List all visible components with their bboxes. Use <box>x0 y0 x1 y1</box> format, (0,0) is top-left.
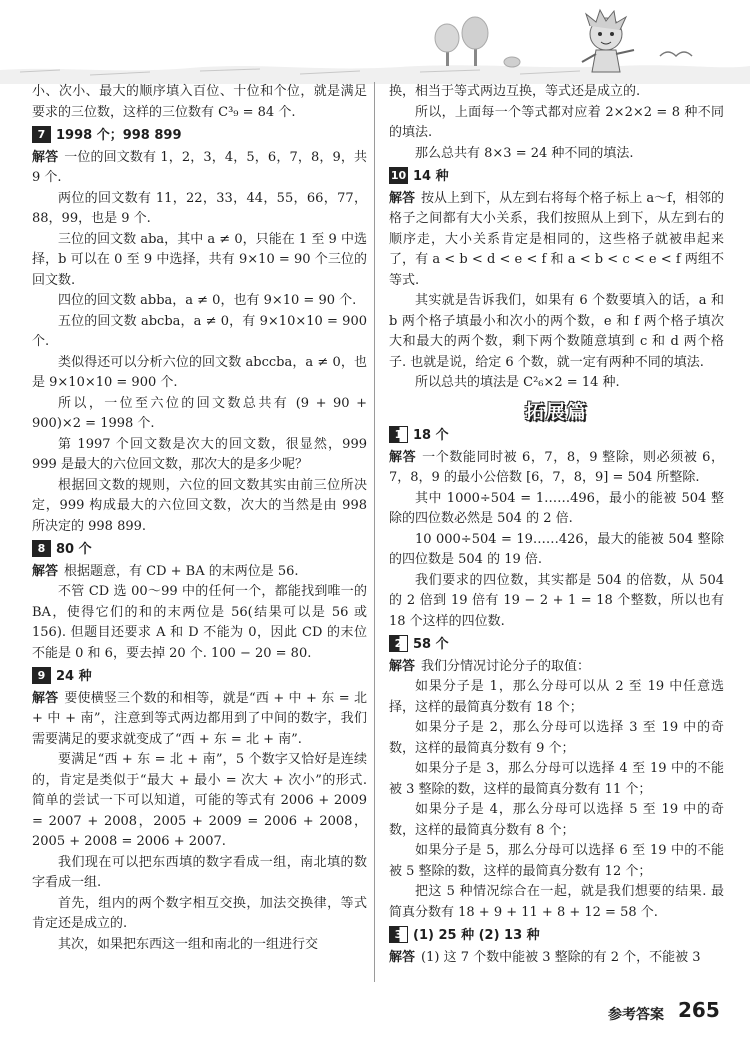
body-paragraph: 其次，如果把东西这一组和南北的一组进行交 <box>58 936 319 952</box>
header-decoration <box>0 0 750 86</box>
question-heading <box>32 126 367 147</box>
body-paragraph: 如果分子是 3，那么分母可以选择 4 至 19 中的不能被 3 整除的数，这样的最简真分数有 11 个； <box>389 761 724 797</box>
solution-label: 解答 <box>32 690 59 706</box>
body-paragraph: 换，相当于等式两边互换，等式还是成立的. <box>389 84 641 99</box>
answer-summary: 1998 个；998 899 <box>56 128 182 143</box>
body-paragraph: 其实就是告诉我们，如果有 6 个数要填入的话，a 和 b 两个格子填最小和次小的两个数，e 和 f 两个格子填次大和最大的两个数，剩下两个数随意填到 c 和 d 两个格子. 也就是说，给定 6 个数，就一定有两种不同的填法. <box>389 293 724 370</box>
body-paragraph: 如果分子是 4，那么分母可以选择 5 至 19 中的奇数，这样的最简真分数有 8 个； <box>389 802 724 838</box>
body-paragraph: 如果分子是 5，那么分母可以选择 6 至 19 中的不能被 5 整除的数，这样的最简真分数有 12 个； <box>389 843 724 879</box>
body-paragraph: 那么总共有 8×3 = 24 种不同的填法. <box>415 145 634 161</box>
section-title: 拓展篇 <box>524 400 588 423</box>
solution-text: 我们分情况讨论分子的取值： <box>421 658 591 674</box>
question-number-badge: 7 <box>32 126 51 143</box>
solution-paragraph <box>32 562 367 583</box>
solution-text: 根据题意，有 CD + BA 的末两位是 56. <box>64 563 299 579</box>
solution-label: 解答 <box>32 563 59 579</box>
body-paragraph: 根据回文数的规则，六位的回文数其实由前三位所决定，999 构成最大的六位回文数，次大的当然是由 998 所决定的 998 899. <box>32 477 367 534</box>
body-paragraph: 不管 CD 选 00～99 中的任何一个，都能找到唯一的 BA，使得它们的和的末两位是 56(结果可以是 56 或 156). 但题目还要求 A 和 D 不能为 0，因此 CD 的末位不能是 0 和 6，要去掉 20 个. 100 − 20 = 80. <box>32 584 367 661</box>
question-heading <box>389 426 724 447</box>
bush-icon <box>504 57 520 67</box>
question-number-badge: 3 <box>389 926 408 943</box>
solution-label: 解答 <box>389 449 417 465</box>
question-heading <box>389 926 724 947</box>
question-number-badge: 8 <box>32 540 51 557</box>
body-paragraph: 两位的回文数有 11，22，33，44，55，66，77，88，99，也是 9 个. <box>32 190 367 226</box>
solution-label: 解答 <box>389 658 416 674</box>
solution-paragraph <box>32 148 367 189</box>
body-paragraph: 要满足“西 + 东 = 北 + 南”，5 个数字又恰好是连续的，肯定是类似于“最大 + 最小 = 次大 + 次小”的形式. 简单的尝试一下可以知道，可能的等式有 2006 + 2009 = 2007 + 2008，2005 + 2009 = 2006 + 2008，2005 + 2008 = 2006 + 2007. <box>32 752 367 849</box>
body-paragraph: 五位的回文数 abcba，a ≠ 0，有 9×10×10 = 900 个. <box>32 313 367 349</box>
solution-paragraph <box>389 448 724 489</box>
footer-label: 参考答案 <box>608 1007 664 1023</box>
question-heading <box>32 667 367 688</box>
solution-text: 一位的回文数有 1，2，3，4，5，6，7，8，9，共 9 个. <box>32 149 367 185</box>
solution-paragraph <box>32 689 367 751</box>
solution-label: 解答 <box>32 149 59 165</box>
solution-paragraph <box>389 189 724 292</box>
body-paragraph: 三位的回文数 aba，其中 a ≠ 0，只能在 1 至 9 中选择，b 可以在 0 至 9 中选择，共有 9×10 = 90 个三位的回文数. <box>32 231 367 288</box>
question-heading <box>32 540 367 561</box>
body-paragraph: 第 1997 个回文数是次大的回文数，很显然，999 999 是最大的六位回文数，那次大的是多少呢？ <box>32 436 367 472</box>
body-paragraph: 如果分子是 1，那么分母可以从 2 至 19 中任意选择，这样的最简真分数有 18 个； <box>389 679 724 715</box>
question-number-badge: 9 <box>32 667 51 684</box>
tree-icon <box>462 17 488 66</box>
answer-summary: 18 个 <box>413 428 449 443</box>
body-paragraph: 所以，上面每一个等式都对应着 2×2×2 = 8 种不同的填法. <box>389 104 724 140</box>
answer-summary: (1) 25 种 (2) 13 种 <box>413 928 540 943</box>
question-number-badge: 10 <box>390 169 407 182</box>
solution-label: 解答 <box>389 949 416 965</box>
column-divider <box>374 82 375 982</box>
body-paragraph: 10 000÷504 = 19……426，最大的能被 504 整除的四位数是 504 的 19 倍. <box>389 531 724 567</box>
body-paragraph: 把这 5 种情况综合在一起，就是我们想要的结果. 最简真分数有 18 + 9 + 11 + 8 + 12 = 58 个. <box>389 884 724 920</box>
body-paragraph: 如果分子是 2，那么分母可以选择 3 至 19 中的奇数，这样的最简真分数有 9 个； <box>389 720 724 756</box>
solution-text: 按从上到下，从左到右将每个格子标上 a～f，相邻的格子之间都有大小关系，我们按照从上到下，从左到右的顺序走，大小关系肯定是相同的，这些格子就被串起来了，有 a < b < d < e < f 和 a < b < c < e < f 两组不等式. <box>389 190 724 288</box>
page-number: 265 <box>678 998 720 1022</box>
solution-paragraph <box>389 948 724 969</box>
body-paragraph: 类似得还可以分析六位的回文数 abccba，a ≠ 0，也是 9×10×10 = 900 个. <box>32 354 367 390</box>
answer-summary: 58 个 <box>413 637 449 652</box>
question-number-badge: 1 <box>389 426 408 443</box>
answer-summary: 14 种 <box>413 169 449 184</box>
left-column <box>32 82 367 955</box>
body-paragraph: 首先，组内的两个数字相互交换，加法交换律，等式肯定还是成立的. <box>32 895 367 931</box>
body-paragraph: 四位的回文数 abba，a ≠ 0，也有 9×10 = 90 个. <box>58 293 357 308</box>
question-heading <box>389 167 724 188</box>
answer-summary: 80 个 <box>56 542 92 557</box>
solution-paragraph <box>389 657 724 678</box>
body-paragraph: 其中 1000÷504 = 1……496，最小的能被 504 整除的四位数必然是 504 的 2 倍. <box>389 490 724 526</box>
body-paragraph: 小、次小、最大的顺序填入百位、十位和个位，就是满足要求的三位数，这样的三位数有 C³₉ = 84 个. <box>32 84 367 120</box>
cartoon-boy-icon <box>582 10 634 72</box>
tree-icon <box>435 24 459 66</box>
bird-icon <box>660 52 692 56</box>
solution-text: 一个数能同时被 6，7，8，9 整除，则必须被 6，7，8，9 的最小公倍数 [6，7，8，9] = 504 所整除. <box>389 449 724 485</box>
question-heading <box>389 635 724 656</box>
solution-label: 解答 <box>389 190 416 206</box>
solution-text: 要使横竖三个数的和相等，就是“西 + 中 + 东 = 北 + 中 + 南”，注意到等式两边都用到了中间的数字，我们需要满足的要求就变成了“西 + 东 = 北 + 南”. <box>32 690 367 747</box>
body-paragraph: 我们要求的四位数，其实都是 504 的倍数，从 504 的 2 倍到 19 倍有 19 − 2 + 1 = 18 个整数，所以也有 18 个这样的四位数. <box>389 572 724 629</box>
body-paragraph: 所以，一位至六位的回文数总共有 (9 + 90 + 900)×2 = 1998 个. <box>32 395 367 431</box>
question-number-badge: 2 <box>389 635 408 652</box>
solution-text: (1) 这 7 个数中能被 3 整除的有 2 个，不能被 3 <box>421 949 701 965</box>
right-column <box>389 82 724 968</box>
answer-summary: 24 种 <box>56 669 92 684</box>
body-paragraph: 所以总共的填法是 C²₆×2 = 14 种. <box>415 375 620 390</box>
body-paragraph: 我们现在可以把东西填的数字看成一组，南北填的数字看成一组. <box>32 854 367 890</box>
